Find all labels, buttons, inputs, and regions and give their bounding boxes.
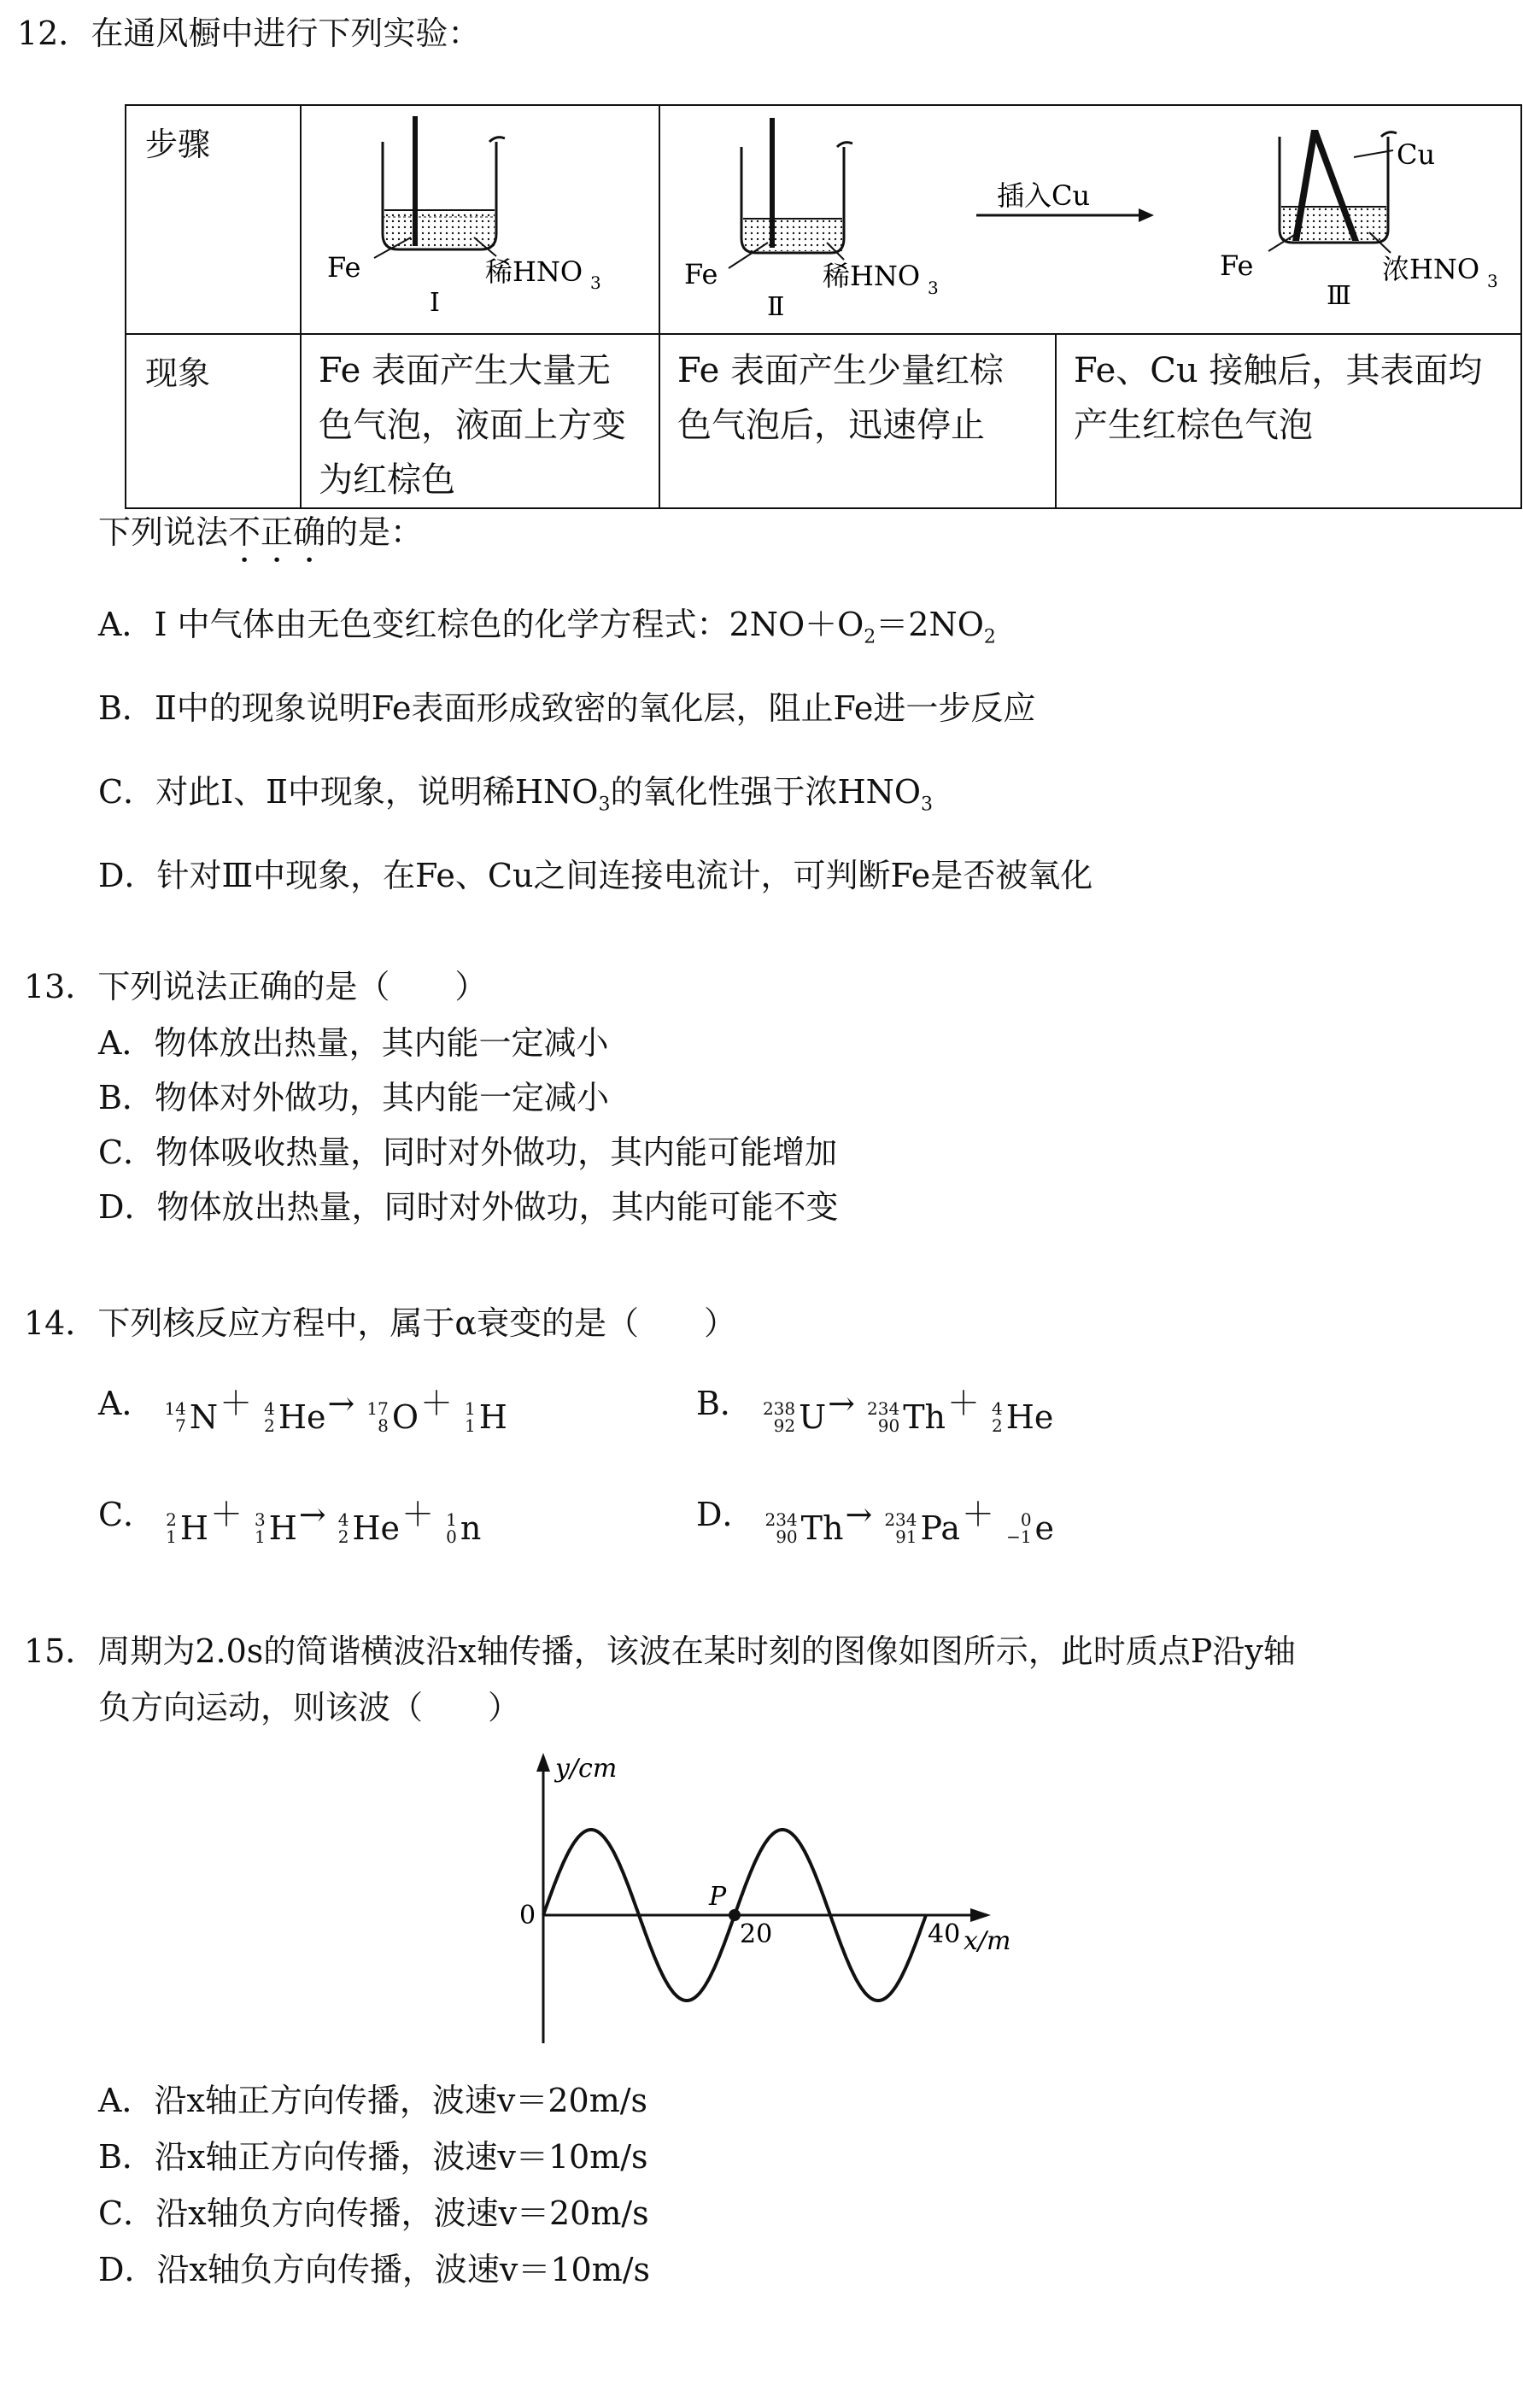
mass-number: 17 (366, 1398, 389, 1419)
atomic-number: 7 (175, 1415, 186, 1436)
x-axis-label: x/m (964, 1926, 1011, 1956)
atomic-number: 0 (446, 1526, 457, 1547)
y-axis-arrow (536, 1753, 550, 1772)
atomic-number: 1 (254, 1526, 266, 1547)
q13-header: 13．下列说法正确的是（ ） (24, 968, 488, 1005)
q15-option-c: C．沿x轴负方向传播，波速v＝20m/s (98, 2194, 649, 2232)
svg-text:插入Cu: 插入Cu (997, 179, 1091, 212)
nuclide (328, 1509, 400, 1547)
q14-option-d: D． 234 90 Th → 234 91 Pa ＋ 0 −1 e (696, 1496, 1055, 1547)
atomic-number: 90 (877, 1415, 900, 1436)
q12-option-b: B．Ⅱ中的现象说明Fe表面形成致密的氧化层，阻止Fe进一步反应 (98, 689, 1036, 727)
atomic-number: −1 (1006, 1526, 1032, 1547)
mass-number: 234 (764, 1509, 798, 1530)
svg-text:3: 3 (1487, 271, 1498, 291)
phenomenon-cell-2: Fe 表面产生少量红棕 色气泡后，迅速停止 (659, 334, 1056, 508)
svg-text:稀HNO: 稀HNO (485, 255, 583, 288)
q15-option-a: A．沿x轴正方向传播，波速v＝20m/s (98, 2082, 648, 2119)
element-symbol: O (391, 1398, 419, 1436)
nuclide (754, 1509, 843, 1547)
equation-operator: ＋ (401, 1496, 435, 1533)
mass-number: 4 (992, 1398, 1003, 1419)
equation-operator: ＋ (209, 1496, 243, 1533)
q14-header: 14．下列核反应方程中，属于α衰变的是（ ） (24, 1304, 737, 1342)
svg-text:Cu: Cu (1397, 138, 1436, 171)
equation-operator: → (828, 1385, 855, 1422)
mass-number: 1 (446, 1509, 457, 1530)
nuclide (454, 1398, 507, 1436)
nuclide (154, 1398, 218, 1436)
mass-number: 14 (164, 1398, 186, 1419)
mass-number: 4 (337, 1509, 349, 1530)
beaker-figure-2-3 (660, 106, 1521, 330)
nuclide (356, 1398, 419, 1436)
element-symbol: He (278, 1398, 326, 1436)
svg-text:3: 3 (928, 278, 939, 298)
q12-experiment-table (125, 104, 1522, 509)
q12-option-d: D．针对Ⅲ中现象，在Fe、Cu之间连接电流计，可判断Fe是否被氧化 (98, 857, 1093, 894)
nuclide (857, 1398, 946, 1436)
equation-operator: → (298, 1496, 326, 1533)
svg-text:Fe: Fe (1220, 249, 1254, 282)
nuclide (874, 1509, 960, 1547)
q13-option-c: C．物体吸收热量，同时对外做功，其内能可能增加 (98, 1134, 838, 1171)
mass-number: 3 (254, 1509, 266, 1530)
element-symbol: Pa (920, 1509, 961, 1547)
element-symbol: U (799, 1398, 827, 1436)
mass-number: 4 (264, 1398, 275, 1419)
element-symbol: N (189, 1398, 219, 1436)
q14-option-b: B． 238 92 U → 234 90 Th ＋ 4 2 He (696, 1385, 1054, 1436)
equation-operator: ＋ (947, 1385, 981, 1422)
q12-stem: 在通风橱中进行下列实验： (91, 15, 481, 52)
svg-text:稀HNO: 稀HNO (823, 260, 921, 292)
q12-option-a: A．Ⅰ 中气体由无色变红棕色的化学方程式：$2NO+O_2=2NO_2$ (98, 606, 996, 648)
element-symbol: H (268, 1509, 297, 1547)
wave-graph (495, 1751, 1025, 2050)
atomic-number: 91 (895, 1526, 917, 1547)
table-header-step: 步骤 (126, 105, 301, 334)
q14-option-c: C． 2 1 H ＋ 3 1 H → 4 2 He ＋ 1 0 n (98, 1496, 482, 1547)
equation-operator: → (327, 1385, 355, 1422)
nuclide (436, 1509, 481, 1547)
equation-operator: → (845, 1496, 873, 1533)
beaker-figure-1 (302, 106, 660, 330)
equation-operator: ＋ (420, 1385, 454, 1422)
element-symbol: He (1005, 1398, 1054, 1436)
mass-number: 2 (166, 1509, 177, 1530)
element-symbol: H (179, 1509, 208, 1547)
phenomenon-cell-3: Fe、Cu 接触后，其表面均 产生红棕色气泡 (1056, 334, 1521, 508)
q15-option-b: B．沿x轴正方向传播，波速v＝10m/s (98, 2138, 648, 2176)
q13-option-b: B．物体对外做功，其内能一定减小 (98, 1079, 609, 1116)
atomic-number: 92 (773, 1415, 796, 1436)
x-axis-arrow (970, 1908, 991, 1922)
point-p-label: P (709, 1882, 727, 1912)
q12-header (17, 7, 480, 54)
q12-option-c: C．对此Ⅰ、Ⅱ中现象，说明稀$HNO_3$的氧化性强于浓$HNO_3$ (98, 773, 934, 816)
mass-number: 234 (867, 1398, 900, 1419)
figure-cell-2-3 (659, 105, 1521, 334)
atomic-number: 1 (465, 1415, 476, 1436)
atomic-number: 8 (378, 1415, 389, 1436)
figure-cell-1 (301, 105, 659, 334)
emphasis-text: 不正确 (228, 513, 326, 551)
element-symbol: e (1034, 1509, 1055, 1547)
q14-option-a: A． 14 7 N ＋ 4 2 He → 17 8 O ＋ 1 1 H (98, 1385, 507, 1436)
svg-text:Ⅲ: Ⅲ (1327, 281, 1351, 311)
element-symbol: n (460, 1509, 482, 1547)
element-symbol: He (352, 1509, 401, 1547)
atomic-number: 2 (264, 1415, 275, 1436)
equation-operator: ＋ (962, 1496, 995, 1533)
mass-number: 234 (884, 1509, 917, 1530)
nuclide (155, 1509, 208, 1547)
atomic-number: 90 (776, 1526, 798, 1547)
q13-option-a: A．物体放出热量，其内能一定减小 (98, 1024, 609, 1062)
atomic-number: 2 (337, 1526, 349, 1547)
nuclide (254, 1398, 325, 1436)
equation-operator: ＋ (220, 1385, 253, 1422)
nuclide (996, 1509, 1054, 1547)
element-symbol: Th (903, 1398, 946, 1436)
mass-number: 238 (762, 1398, 796, 1419)
mass-number: 0 (1020, 1509, 1032, 1530)
svg-text:Fe: Fe (327, 251, 361, 284)
atomic-number: 1 (166, 1526, 177, 1547)
svg-text:Fe: Fe (684, 258, 718, 290)
phenomenon-cell-1: Fe 表面产生大量无 色气泡，液面上方变 为红棕色 (301, 334, 659, 508)
element-symbol: H (478, 1398, 507, 1436)
svg-text:浓HNO: 浓HNO (1382, 253, 1480, 285)
atomic-number: 2 (992, 1415, 1003, 1436)
q15-option-d: D．沿x轴负方向传播，波速v＝10m/s (98, 2251, 651, 2288)
origin-label: 0 (519, 1901, 536, 1931)
nuclide (753, 1398, 826, 1436)
y-axis-label: y/cm (555, 1754, 618, 1784)
nuclide (244, 1509, 297, 1547)
point-p (729, 1909, 741, 1921)
nuclide (981, 1398, 1053, 1436)
element-symbol: Th (800, 1509, 844, 1547)
tick-label-20: 20 (740, 1919, 773, 1949)
svg-text:3: 3 (590, 272, 601, 293)
q12-number: 12． (17, 15, 91, 52)
svg-text:Ⅱ: Ⅱ (767, 292, 785, 322)
q12-prompt: 下列说法不正确的是： (98, 513, 424, 551)
q15-header: 15．周期为2.0s的简谐横波沿x轴传播，该波在某时刻的图像如图所示，此时质点P沿y轴 (24, 1632, 1296, 1670)
tick-label-40: 40 (928, 1919, 961, 1949)
svg-text:Ⅰ: Ⅰ (430, 288, 440, 318)
table-header-phenomenon: 现象 (126, 334, 301, 508)
q13-option-d: D．物体放出热量，同时对外做功，其内能可能不变 (98, 1188, 839, 1226)
mass-number: 1 (465, 1398, 476, 1419)
q15-stem-line2: 负方向运动，则该波（ ） (98, 1689, 521, 1726)
